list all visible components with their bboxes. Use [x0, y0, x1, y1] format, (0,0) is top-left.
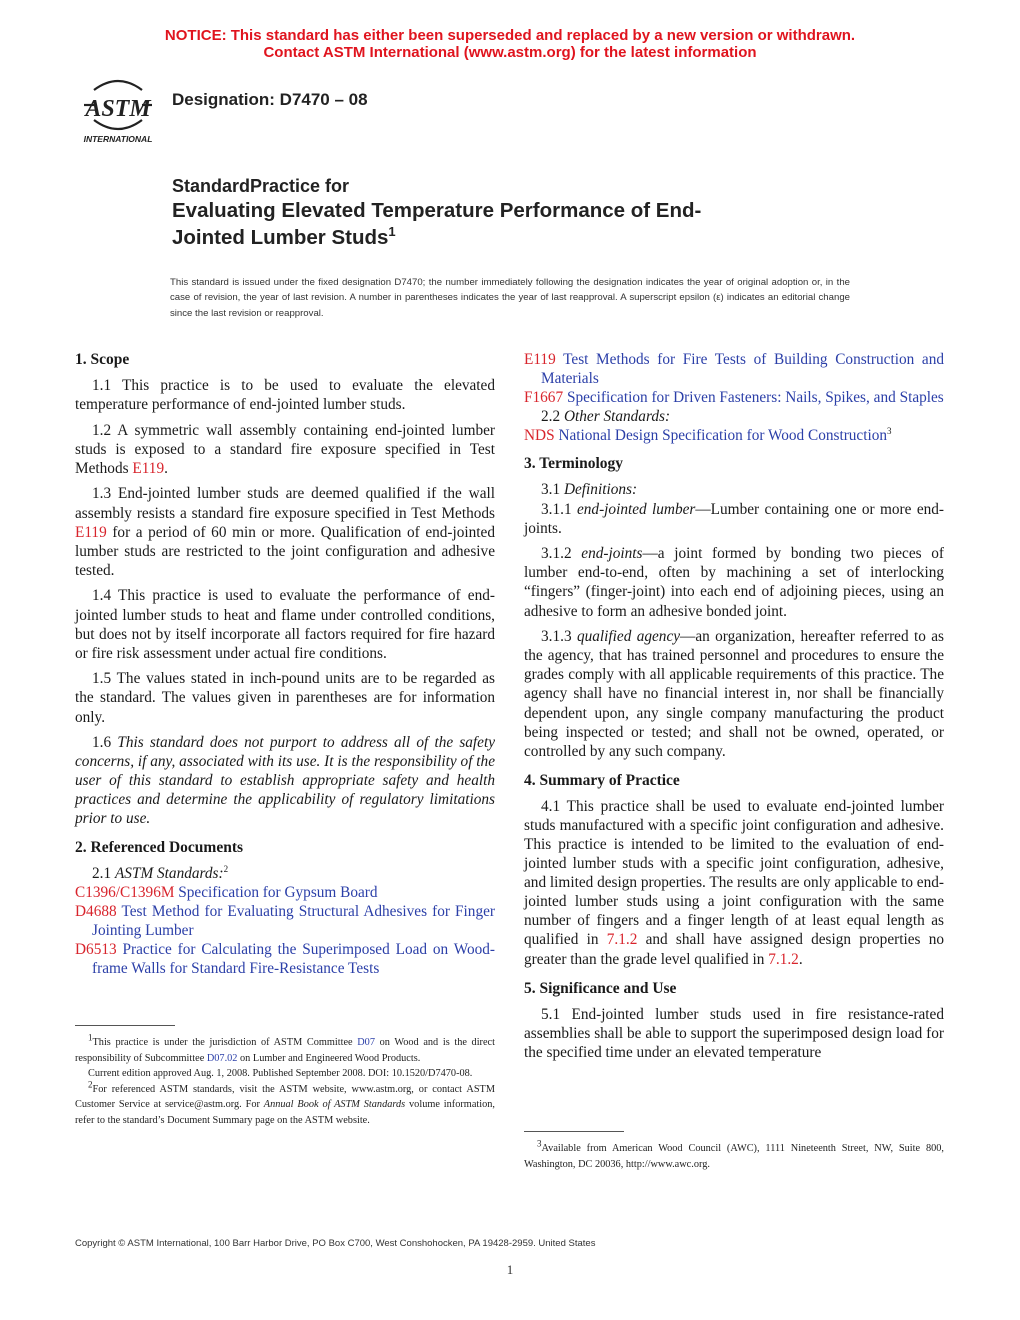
link-7-1-2[interactable]: 7.1.2	[606, 931, 638, 949]
section-heading-referenced-documents: 2. Referenced Documents	[75, 838, 244, 856]
section-heading-scope: 1. Scope	[75, 351, 130, 368]
reference-item	[75, 902, 495, 940]
footnote-rule	[75, 1025, 175, 1026]
title-line-3: Jointed Lumber Studs	[172, 226, 389, 249]
document-title	[172, 175, 852, 251]
reference-title-link[interactable]: Specification for Gypsum Board	[178, 883, 378, 901]
reference-code-link[interactable]: NDS	[524, 427, 555, 445]
designation: Designation: D7470 – 08	[172, 90, 368, 109]
link-d07-02[interactable]: D07.02	[206, 1052, 238, 1064]
section-heading-significance: 5. Significance and Use	[524, 979, 677, 997]
astm-standards-label: 2.1 ASTM Standards:$^2$	[92, 863, 229, 882]
reference-item	[524, 388, 944, 407]
right-column	[524, 350, 944, 1068]
logo-subtext: INTERNATIONAL	[83, 134, 153, 144]
reference-code-link[interactable]: F1667	[524, 389, 564, 407]
definition-3-1-1: 3.1.1 end-jointed lumber—Lumber containing one or more end-joints.	[524, 500, 945, 537]
paragraph-5-1: 5.1 End-jointed lumber studs used in fire resistance-rated assemblies shall be able to support the superimposed design load for the specified time under an elevated temperature	[524, 1005, 944, 1061]
notice-line-1: NOTICE: This standard has either been superseded and replaced by a new version or withdrawn.	[164, 27, 856, 44]
link-e119[interactable]: E119	[75, 523, 107, 541]
withdrawal-notice	[0, 27, 1020, 61]
reference-code-link[interactable]: D6513	[75, 940, 117, 958]
footnote-rule	[524, 1131, 624, 1132]
paragraph-1-2: 1.2 A symmetric wall assembly containing end-jointed lumber studs is exposed to a standard fire exposure specified in Test Methods E119.	[75, 421, 495, 477]
footnotes-left	[75, 1032, 495, 1129]
paragraph-1-6: 1.6 This standard does not purport to address all of the safety concerns, if any, associated with its use. It is the responsibility of the user of this standard to establish appropriate safety and health practices and determine the applicability of regulatory limitations prior to use.	[75, 734, 495, 828]
link-e119[interactable]: E119	[132, 459, 165, 477]
reference-title-link[interactable]: Test Method for Evaluating Structural Adhesives for Finger Jointing Lumber	[92, 902, 495, 939]
reference-title-link[interactable]: Specification for Driven Fasteners: Nails, Spikes, and Staples	[566, 389, 944, 407]
footnote-3: $^3$Available from American Wood Council (AWC), 1111 Nineteenth Street, NW, Suite 800, Washington, DC 20036, http://www.awc.org.	[524, 1138, 944, 1170]
reference-code-link[interactable]: C1396/C1396M	[75, 883, 175, 901]
reference-title-link[interactable]: Practice for Calculating the Superimposed Load on Wood-frame Walls for Standard Fire-Resistance Tests	[92, 940, 496, 978]
reference-code-link[interactable]: E119	[524, 351, 556, 368]
title-line-1: StandardPractice for	[172, 176, 350, 196]
left-column	[75, 350, 495, 978]
copyright-footer: Copyright © ASTM International, 100 Barr Harbor Drive, PO Box C700, West Conshohocken, PA 19428-2959. United States	[75, 1238, 596, 1249]
reference-item	[75, 940, 495, 978]
title-footnote-mark[interactable]: 1	[388, 224, 396, 240]
section-heading-summary: 4. Summary of Practice	[524, 771, 680, 789]
reference-code-link[interactable]: D4688	[75, 902, 117, 920]
definition-3-1-2: 3.1.2 end-joints—a joint formed by bonding two pieces of lumber end-to-end, often by machining a set of interlocking “fingers” (finger-joint) into each end of adjoining pieces, using an adhesive to form an adhesive bonded joint.	[524, 545, 945, 620]
notice-line-2: Contact ASTM International (www.astm.org) for the latest information	[263, 44, 757, 61]
reference-title-link[interactable]: National Design Specification for Wood Construction	[558, 427, 888, 445]
reference-title-link[interactable]: Test Methods for Fire Tests of Building Construction and Materials	[541, 351, 944, 388]
reference-item	[524, 350, 944, 388]
preamble: This standard is issued under the fixed designation D7470; the number immediately following the designation indicates the year of original adoption or, in the case of revision, the year of last revision. A number in parentheses indicates the year of last reapproval. A superscript epsilon (ε) indicates an editorial change since the last revision or reapproval.	[170, 277, 850, 319]
link-7-1-2[interactable]: 7.1.2	[768, 950, 799, 968]
other-standards-label: 2.2 Other Standards:	[541, 408, 671, 426]
reference-item	[75, 883, 495, 902]
footnote-2: $^2$For referenced ASTM standards, visit the ASTM website, www.astm.org, or contact ASTM Customer Service at service@astm.org. For Annual Book of ASTM Standards volume information, refer to the standard’s Document Summary page on the ASTM website.	[75, 1079, 495, 1126]
paragraph-1-5: 1.5 The values stated in inch-pound units are to be regarded as the standard. The values given in parentheses are for information only.	[75, 670, 495, 726]
title-line-2: Evaluating Elevated Temperature Performance of End-	[172, 199, 702, 222]
paragraph-1-4: 1.4 This practice is used to evaluate the performance of end-jointed lumber studs to heat and flame under controlled conditions, but does not by itself incorporate all factors required for fire hazard or fire risk assessment under actual fire conditions.	[75, 587, 495, 662]
reference-item-nds: NDS National Design Specification for Wood Construction$^3$	[524, 426, 892, 445]
section-heading-terminology: 3. Terminology	[524, 455, 624, 473]
link-d07[interactable]: D07	[357, 1037, 375, 1048]
paragraph-4-1: 4.1 This practice shall be used to evaluate end-jointed lumber studs manufactured with a specific joint configuration and adhesive. This practice is intended to be limited to the evaluation of end-jointed lumber studs with a specific joint configuration, adhesive, and limited design properties. The results are only applicable to end-jointed lumber studs using a joint configuration with the same number of fingers and a finger length of at least equal length as qualified in 7.1.2 and shall have assigned design properties no greater than the grade level qualified in 7.1.2.	[524, 797, 945, 968]
logo-text: ASTM	[85, 96, 151, 122]
page-number: 1	[506, 1262, 514, 1277]
definitions-label: 3.1 Definitions:	[541, 481, 638, 499]
paragraph-1-3: 1.3 End-jointed lumber studs are deemed qualified if the wall assembly resists a standard fire exposure specified in Test Methods E119 for a period of 60 min or more. Qualification of end-jointed lumber studs are restricted to the joint configuration and adhesive tested.	[75, 485, 495, 579]
astm-logo	[76, 76, 160, 146]
footnote-1-edition: Current edition approved Aug. 1, 2008. Published September 2008. DOI: 10.1520/D7470-08.	[88, 1068, 473, 1080]
footnotes-right	[524, 1138, 944, 1172]
paragraph-1-1: 1.1 This practice is to be used to evaluate the elevated temperature performance of end-jointed lumber studs.	[75, 377, 495, 414]
footnote-1: $^1$This practice is under the jurisdiction of ASTM Committee D07 on Wood and is the direct responsibility of Subcommittee D07.02 on Lumber and Engineered Wood Products.	[75, 1032, 495, 1064]
definition-3-1-3: 3.1.3 qualified agency—an organization, hereafter referred to as the agency, that has trained personnel and procedures to ensure the grades comply with all applicable requirements of this practice. The agency shall have no financial interest in, nor shall be financially dependent upon, any single company manufacturing the product being inspected or tested; and shall not be owned, operated, or controlled by any such company.	[524, 628, 945, 760]
